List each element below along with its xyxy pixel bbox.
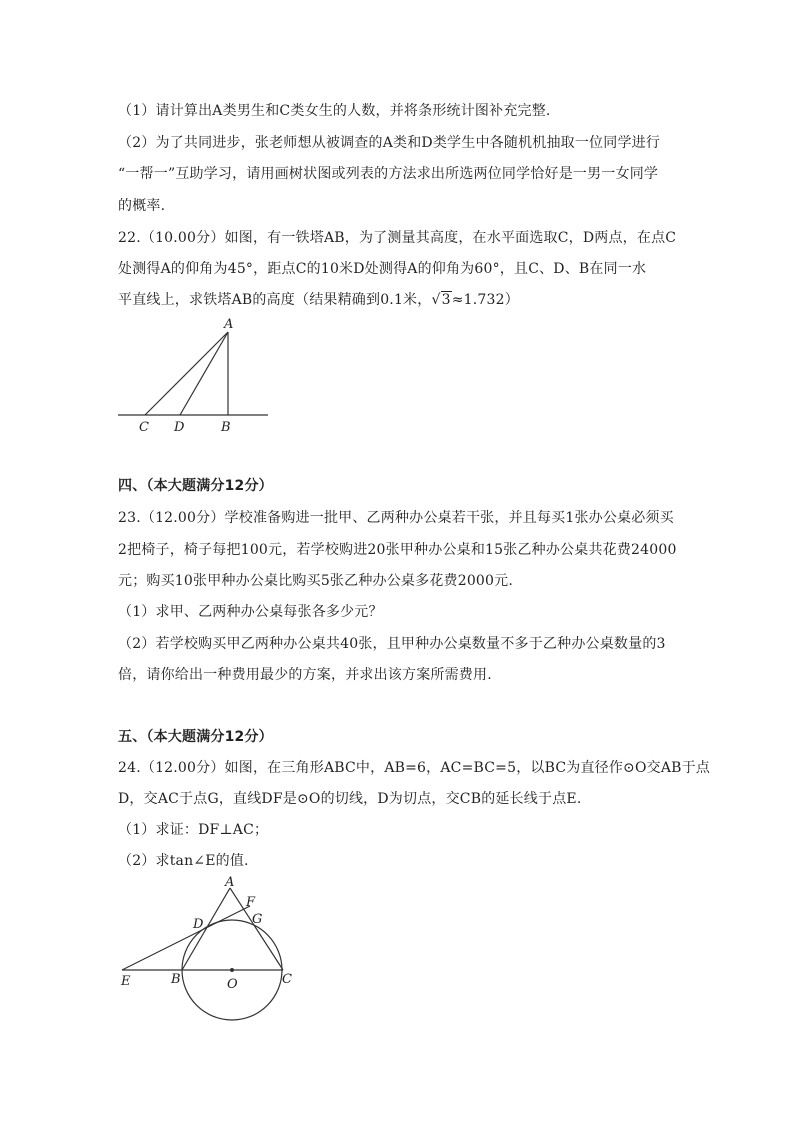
sqrt-radicand: 3 — [441, 292, 451, 308]
segment-ac — [230, 888, 283, 970]
q23-line2: 2把椅子，椅子每把100元，若学校购进20张甲种办公桌和15张乙种办公桌共花费24000 — [118, 542, 677, 558]
center-dot — [230, 968, 234, 972]
label-b: B — [171, 972, 181, 987]
section4-heading: 四、（本大题满分12分） — [118, 478, 273, 494]
label-a: A — [225, 875, 235, 890]
q23-part2-line2: 倍，请你给出一种费用最少的方案，并求出该方案所需费用. — [118, 667, 492, 683]
q24-line1: 24.（12.00分）如图，在三角形ABC中，AB=6，AC=BC=5，以BC为直径作⊙O交AB于点 — [118, 760, 711, 776]
label-o: O — [227, 977, 238, 992]
q21-part2-line2: “一帮一”互助学习，请用画树状图或列表的方法求出所选两位同学恰好是一男一女同学 — [118, 166, 659, 182]
label-f: F — [246, 895, 256, 910]
q23-part1: （1）求甲、乙两种办公桌每张各多少元？ — [118, 604, 383, 620]
q21-part2-line1: （2）为了共同进步，张老师想从被调查的A类和D类学生中各随机机抽取一位同学进行 — [118, 135, 661, 151]
q24-part2: （2）求tan∠E的值. — [118, 853, 249, 869]
sqrt-symbol: √3 — [431, 292, 451, 308]
label-d: D — [174, 420, 185, 435]
q21-part2-line3: 的概率. — [118, 198, 166, 214]
label-g: G — [252, 912, 263, 927]
q22-line3-text: 平直线上，求铁塔AB的高度（结果精确到0.1米， — [118, 292, 432, 308]
q21-part1: （1）请计算出A类男生和C类女生的人数，并将条形统计图补充完整. — [118, 103, 551, 119]
label-c: C — [139, 420, 149, 435]
q23-part2-line1: （2）若学校购买甲乙两种办公桌共40张，且甲种办公桌数量不多于乙种办公桌数量的3 — [118, 636, 666, 652]
q22-line3-approx: ≈1.732） — [451, 292, 519, 308]
label-b: B — [221, 420, 231, 435]
label-d: D — [193, 917, 204, 932]
q23-line3: 元；购买10张甲种办公桌比购买5张乙种办公桌多花费2000元. — [118, 573, 513, 589]
label-a: A — [224, 317, 234, 332]
section5-heading: 五、（本大题满分12分） — [118, 729, 273, 745]
q22-line1: 22.（10.00分）如图，有一铁塔AB，为了测量其高度，在水平面选取C，D两点，在点C — [118, 230, 677, 246]
label-e: E — [121, 974, 131, 989]
segment-ab — [182, 888, 230, 970]
label-c: C — [282, 972, 292, 987]
q23-line1: 23.（12.00分）学校准备购进一批甲、乙两种办公桌若干张，并且每买1张办公桌必须买 — [118, 510, 674, 526]
q22-line2: 处测得A的仰角为45°，距点C的10米D处测得A的仰角为60°，且C、D、B在同一水 — [118, 261, 647, 277]
q24-part1: （1）求证：DF⊥AC； — [118, 822, 269, 838]
tangent-ef — [122, 906, 250, 970]
q24-line2: D，交AC于点G，直线DF是⊙O的切线，D为切点，交CB的延长线于点E. — [118, 791, 582, 807]
